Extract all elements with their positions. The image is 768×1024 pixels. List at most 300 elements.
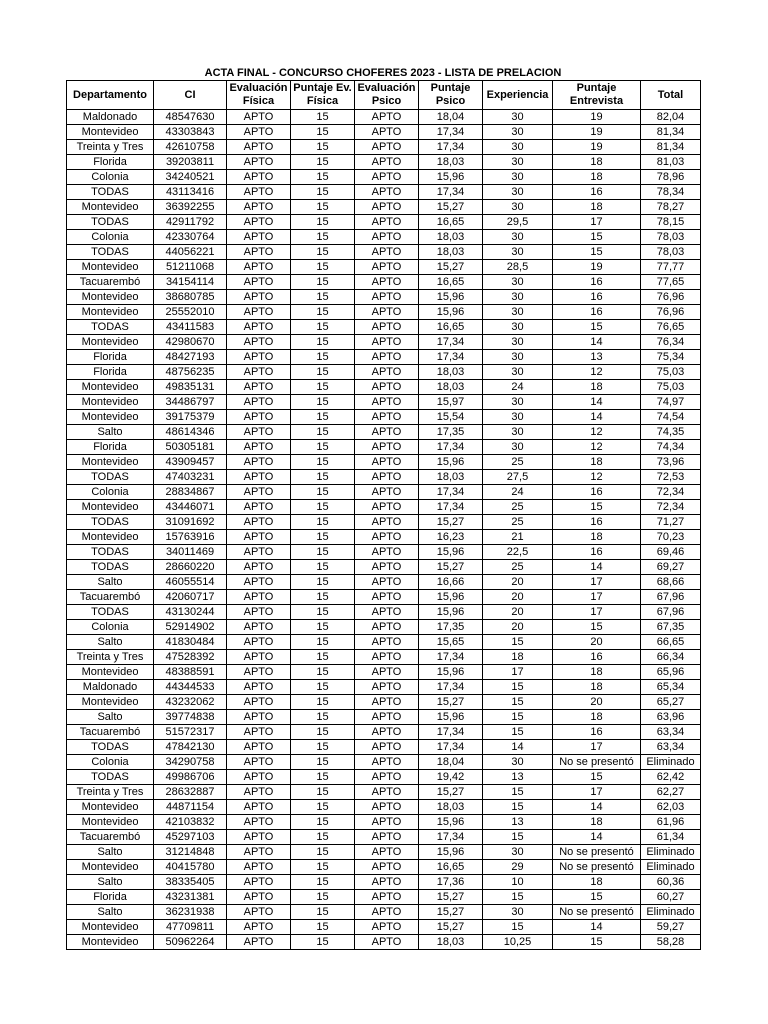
total-cell: 82,04 xyxy=(641,110,701,125)
departamento-cell: Tacuarembó xyxy=(67,725,154,740)
departamento-cell: Florida xyxy=(67,365,154,380)
departamento-cell: Montevideo xyxy=(67,260,154,275)
table-row xyxy=(67,470,701,485)
puntaje-psico-cell: 17,34 xyxy=(419,485,483,500)
evaluacion-fisica-cell: APTO xyxy=(227,260,291,275)
evaluacion-fisica-cell: APTO xyxy=(227,305,291,320)
experiencia-cell: 15 xyxy=(483,800,553,815)
ci-cell: 43130244 xyxy=(154,605,227,620)
ci-cell: 42103832 xyxy=(154,815,227,830)
evaluacion-fisica-cell: APTO xyxy=(227,110,291,125)
ci-cell: 46055514 xyxy=(154,575,227,590)
experiencia-cell: 30 xyxy=(483,245,553,260)
departamento-cell: Florida xyxy=(67,350,154,365)
evaluacion-psico-cell: APTO xyxy=(355,515,419,530)
table-row xyxy=(67,770,701,785)
puntaje-entrevista-cell: 15 xyxy=(553,770,641,785)
evaluacion-fisica-cell: APTO xyxy=(227,830,291,845)
departamento-cell: Montevideo xyxy=(67,290,154,305)
puntaje-ev-fisica-cell: 15 xyxy=(291,755,355,770)
experiencia-cell: 17 xyxy=(483,665,553,680)
experiencia-cell: 25 xyxy=(483,455,553,470)
puntaje-ev-fisica-cell: 15 xyxy=(291,785,355,800)
total-cell: 75,03 xyxy=(641,380,701,395)
puntaje-ev-fisica-cell: 15 xyxy=(291,665,355,680)
evaluacion-psico-cell: APTO xyxy=(355,470,419,485)
total-cell: 63,34 xyxy=(641,740,701,755)
departamento-cell: TODAS xyxy=(67,770,154,785)
evaluacion-fisica-cell: APTO xyxy=(227,560,291,575)
evaluacion-psico-cell: APTO xyxy=(355,725,419,740)
experiencia-cell: 30 xyxy=(483,275,553,290)
evaluacion-psico-cell: APTO xyxy=(355,875,419,890)
evaluacion-psico-cell: APTO xyxy=(355,305,419,320)
evaluacion-psico-cell: APTO xyxy=(355,380,419,395)
table-row xyxy=(67,590,701,605)
evaluacion-psico-cell: APTO xyxy=(355,620,419,635)
ci-cell: 48547630 xyxy=(154,110,227,125)
experiencia-cell: 29,5 xyxy=(483,215,553,230)
puntaje-ev-fisica-cell: 15 xyxy=(291,320,355,335)
table-row xyxy=(67,440,701,455)
experiencia-cell: 30 xyxy=(483,305,553,320)
departamento-cell: Montevideo xyxy=(67,305,154,320)
puntaje-ev-fisica-cell: 15 xyxy=(291,290,355,305)
departamento-cell: Montevideo xyxy=(67,920,154,935)
puntaje-ev-fisica-cell: 15 xyxy=(291,365,355,380)
departamento-cell: Salto xyxy=(67,845,154,860)
evaluacion-fisica-cell: APTO xyxy=(227,755,291,770)
departamento-cell: TODAS xyxy=(67,320,154,335)
experiencia-cell: 30 xyxy=(483,845,553,860)
total-cell: 67,96 xyxy=(641,590,701,605)
puntaje-ev-fisica-cell: 15 xyxy=(291,470,355,485)
ci-cell: 39175379 xyxy=(154,410,227,425)
table-row xyxy=(67,830,701,845)
puntaje-psico-cell: 15,27 xyxy=(419,905,483,920)
puntaje-entrevista-cell: 15 xyxy=(553,890,641,905)
departamento-cell: Colonia xyxy=(67,755,154,770)
table-row xyxy=(67,305,701,320)
evaluacion-psico-cell: APTO xyxy=(355,140,419,155)
puntaje-psico-cell: 17,34 xyxy=(419,440,483,455)
puntaje-entrevista-cell: 12 xyxy=(553,440,641,455)
puntaje-ev-fisica-cell: 15 xyxy=(291,830,355,845)
table-row xyxy=(67,335,701,350)
table-row xyxy=(67,725,701,740)
table-row xyxy=(67,260,701,275)
puntaje-ev-fisica-cell: 15 xyxy=(291,620,355,635)
ci-cell: 43303843 xyxy=(154,125,227,140)
total-cell: 65,34 xyxy=(641,680,701,695)
departamento-cell: Tacuarembó xyxy=(67,830,154,845)
experiencia-cell: 30 xyxy=(483,755,553,770)
evaluacion-fisica-cell: APTO xyxy=(227,320,291,335)
evaluacion-psico-cell: APTO xyxy=(355,125,419,140)
departamento-cell: Montevideo xyxy=(67,380,154,395)
puntaje-psico-cell: 15,96 xyxy=(419,590,483,605)
departamento-cell: Treinta y Tres xyxy=(67,650,154,665)
experiencia-cell: 14 xyxy=(483,740,553,755)
departamento-cell: Salto xyxy=(67,635,154,650)
puntaje-psico-cell: 17,34 xyxy=(419,500,483,515)
experiencia-cell: 30 xyxy=(483,185,553,200)
departamento-cell: Maldonado xyxy=(67,680,154,695)
departamento-cell: Colonia xyxy=(67,230,154,245)
puntaje-psico-cell: 16,65 xyxy=(419,860,483,875)
evaluacion-psico-cell: APTO xyxy=(355,905,419,920)
puntaje-entrevista-cell: 16 xyxy=(553,305,641,320)
evaluacion-psico-cell: APTO xyxy=(355,500,419,515)
puntaje-psico-cell: 16,23 xyxy=(419,530,483,545)
departamento-cell: Montevideo xyxy=(67,530,154,545)
total-cell: 69,46 xyxy=(641,545,701,560)
puntaje-psico-cell: 16,65 xyxy=(419,275,483,290)
table-row xyxy=(67,350,701,365)
evaluacion-psico-cell: APTO xyxy=(355,710,419,725)
departamento-cell: TODAS xyxy=(67,560,154,575)
total-cell: 76,96 xyxy=(641,290,701,305)
ci-cell: 47528392 xyxy=(154,650,227,665)
evaluacion-psico-cell: APTO xyxy=(355,665,419,680)
experiencia-cell: 27,5 xyxy=(483,470,553,485)
puntaje-entrevista-cell: 14 xyxy=(553,335,641,350)
departamento-cell: Colonia xyxy=(67,485,154,500)
puntaje-ev-fisica-cell: 15 xyxy=(291,590,355,605)
evaluacion-fisica-cell: APTO xyxy=(227,410,291,425)
total-cell: 66,34 xyxy=(641,650,701,665)
ci-cell: 47842130 xyxy=(154,740,227,755)
table-row xyxy=(67,845,701,860)
evaluacion-psico-cell: APTO xyxy=(355,335,419,350)
table-row xyxy=(67,515,701,530)
ci-cell: 28660220 xyxy=(154,560,227,575)
table-row xyxy=(67,500,701,515)
experiencia-cell: 25 xyxy=(483,500,553,515)
puntaje-entrevista-cell: 12 xyxy=(553,365,641,380)
evaluacion-psico-cell: APTO xyxy=(355,770,419,785)
evaluacion-fisica-cell: APTO xyxy=(227,395,291,410)
total-cell: 60,27 xyxy=(641,890,701,905)
puntaje-ev-fisica-cell: 15 xyxy=(291,680,355,695)
puntaje-entrevista-cell: 14 xyxy=(553,830,641,845)
puntaje-psico-cell: 15,27 xyxy=(419,785,483,800)
evaluacion-fisica-cell: APTO xyxy=(227,665,291,680)
evaluacion-fisica-cell: APTO xyxy=(227,215,291,230)
ci-cell: 15763916 xyxy=(154,530,227,545)
puntaje-psico-cell: 17,34 xyxy=(419,740,483,755)
ci-cell: 50305181 xyxy=(154,440,227,455)
table-row xyxy=(67,665,701,680)
ci-cell: 38335405 xyxy=(154,875,227,890)
header-evaluacion-fisica: Evaluación Física xyxy=(227,81,291,110)
puntaje-ev-fisica-cell: 15 xyxy=(291,170,355,185)
ci-cell: 48614346 xyxy=(154,425,227,440)
puntaje-psico-cell: 18,03 xyxy=(419,935,483,950)
experiencia-cell: 13 xyxy=(483,815,553,830)
puntaje-psico-cell: 17,34 xyxy=(419,335,483,350)
puntaje-ev-fisica-cell: 15 xyxy=(291,650,355,665)
puntaje-psico-cell: 15,27 xyxy=(419,695,483,710)
evaluacion-fisica-cell: APTO xyxy=(227,605,291,620)
puntaje-entrevista-cell: 18 xyxy=(553,665,641,680)
puntaje-psico-cell: 17,34 xyxy=(419,830,483,845)
total-cell: 78,15 xyxy=(641,215,701,230)
experiencia-cell: 30 xyxy=(483,425,553,440)
puntaje-entrevista-cell: 16 xyxy=(553,485,641,500)
puntaje-entrevista-cell: 18 xyxy=(553,380,641,395)
table-row xyxy=(67,155,701,170)
total-cell: 77,77 xyxy=(641,260,701,275)
evaluacion-psico-cell: APTO xyxy=(355,695,419,710)
puntaje-ev-fisica-cell: 15 xyxy=(291,230,355,245)
evaluacion-psico-cell: APTO xyxy=(355,395,419,410)
evaluacion-fisica-cell: APTO xyxy=(227,920,291,935)
experiencia-cell: 15 xyxy=(483,785,553,800)
puntaje-ev-fisica-cell: 15 xyxy=(291,485,355,500)
total-cell: 76,34 xyxy=(641,335,701,350)
puntaje-ev-fisica-cell: 15 xyxy=(291,410,355,425)
puntaje-psico-cell: 17,34 xyxy=(419,725,483,740)
evaluacion-fisica-cell: APTO xyxy=(227,725,291,740)
ci-cell: 28632887 xyxy=(154,785,227,800)
table-row xyxy=(67,800,701,815)
puntaje-entrevista-cell: 17 xyxy=(553,785,641,800)
experiencia-cell: 10 xyxy=(483,875,553,890)
total-cell: 78,27 xyxy=(641,200,701,215)
table-row xyxy=(67,605,701,620)
puntaje-entrevista-cell: 15 xyxy=(553,500,641,515)
total-cell: 62,03 xyxy=(641,800,701,815)
departamento-cell: Montevideo xyxy=(67,665,154,680)
ci-cell: 48427193 xyxy=(154,350,227,365)
puntaje-ev-fisica-cell: 15 xyxy=(291,545,355,560)
table-row xyxy=(67,275,701,290)
table-row xyxy=(67,575,701,590)
experiencia-cell: 30 xyxy=(483,410,553,425)
total-cell: 63,96 xyxy=(641,710,701,725)
evaluacion-fisica-cell: APTO xyxy=(227,905,291,920)
puntaje-ev-fisica-cell: 15 xyxy=(291,215,355,230)
evaluacion-psico-cell: APTO xyxy=(355,320,419,335)
departamento-cell: Montevideo xyxy=(67,125,154,140)
puntaje-psico-cell: 18,03 xyxy=(419,155,483,170)
puntaje-entrevista-cell: 14 xyxy=(553,395,641,410)
puntaje-entrevista-cell: 16 xyxy=(553,515,641,530)
puntaje-entrevista-cell: 20 xyxy=(553,635,641,650)
puntaje-entrevista-cell: 19 xyxy=(553,125,641,140)
table-row xyxy=(67,545,701,560)
puntaje-psico-cell: 18,03 xyxy=(419,230,483,245)
puntaje-entrevista-cell: 15 xyxy=(553,935,641,950)
total-cell: 78,96 xyxy=(641,170,701,185)
experiencia-cell: 29 xyxy=(483,860,553,875)
puntaje-ev-fisica-cell: 15 xyxy=(291,800,355,815)
table-row xyxy=(67,230,701,245)
experiencia-cell: 15 xyxy=(483,635,553,650)
experiencia-cell: 20 xyxy=(483,575,553,590)
table-row xyxy=(67,755,701,770)
puntaje-psico-cell: 16,65 xyxy=(419,320,483,335)
puntaje-ev-fisica-cell: 15 xyxy=(291,890,355,905)
evaluacion-fisica-cell: APTO xyxy=(227,845,291,860)
puntaje-ev-fisica-cell: 15 xyxy=(291,440,355,455)
puntaje-ev-fisica-cell: 15 xyxy=(291,395,355,410)
evaluacion-psico-cell: APTO xyxy=(355,455,419,470)
table-row xyxy=(67,395,701,410)
evaluacion-fisica-cell: APTO xyxy=(227,425,291,440)
evaluacion-psico-cell: APTO xyxy=(355,815,419,830)
ci-cell: 34290758 xyxy=(154,755,227,770)
evaluacion-psico-cell: APTO xyxy=(355,155,419,170)
puntaje-ev-fisica-cell: 15 xyxy=(291,695,355,710)
puntaje-psico-cell: 15,27 xyxy=(419,515,483,530)
departamento-cell: Montevideo xyxy=(67,935,154,950)
puntaje-entrevista-cell: 16 xyxy=(553,185,641,200)
puntaje-entrevista-cell: 12 xyxy=(553,425,641,440)
total-cell: 75,03 xyxy=(641,365,701,380)
evaluacion-psico-cell: APTO xyxy=(355,350,419,365)
evaluacion-psico-cell: APTO xyxy=(355,755,419,770)
prelacion-table xyxy=(66,80,701,950)
puntaje-psico-cell: 15,96 xyxy=(419,815,483,830)
total-cell: 62,27 xyxy=(641,785,701,800)
total-cell: 78,03 xyxy=(641,230,701,245)
experiencia-cell: 30 xyxy=(483,125,553,140)
table-row xyxy=(67,875,701,890)
ci-cell: 52914902 xyxy=(154,620,227,635)
puntaje-entrevista-cell: No se presentó xyxy=(553,905,641,920)
departamento-cell: Salto xyxy=(67,710,154,725)
evaluacion-psico-cell: APTO xyxy=(355,830,419,845)
evaluacion-psico-cell: APTO xyxy=(355,860,419,875)
ci-cell: 38680785 xyxy=(154,290,227,305)
puntaje-ev-fisica-cell: 15 xyxy=(291,125,355,140)
total-cell: 78,03 xyxy=(641,245,701,260)
table-row xyxy=(67,530,701,545)
evaluacion-fisica-cell: APTO xyxy=(227,800,291,815)
ci-cell: 47709811 xyxy=(154,920,227,935)
total-cell: 72,53 xyxy=(641,470,701,485)
evaluacion-fisica-cell: APTO xyxy=(227,785,291,800)
evaluacion-psico-cell: APTO xyxy=(355,920,419,935)
total-cell: 61,96 xyxy=(641,815,701,830)
departamento-cell: Montevideo xyxy=(67,815,154,830)
puntaje-ev-fisica-cell: 15 xyxy=(291,740,355,755)
puntaje-entrevista-cell: 19 xyxy=(553,260,641,275)
evaluacion-psico-cell: APTO xyxy=(355,440,419,455)
table-row xyxy=(67,560,701,575)
experiencia-cell: 24 xyxy=(483,380,553,395)
departamento-cell: TODAS xyxy=(67,545,154,560)
puntaje-psico-cell: 18,03 xyxy=(419,365,483,380)
header-total: Total xyxy=(641,81,701,110)
ci-cell: 42911792 xyxy=(154,215,227,230)
header-puntaje-ev-fisica: Puntaje Ev. Física xyxy=(291,81,355,110)
header-evaluacion-psico: Evaluación Psico xyxy=(355,81,419,110)
total-cell: 70,23 xyxy=(641,530,701,545)
table-row xyxy=(67,860,701,875)
table-row xyxy=(67,650,701,665)
table-body xyxy=(67,110,701,950)
puntaje-entrevista-cell: 14 xyxy=(553,920,641,935)
experiencia-cell: 30 xyxy=(483,350,553,365)
puntaje-ev-fisica-cell: 15 xyxy=(291,605,355,620)
header-puntaje-entrevista: Puntaje Entrevista xyxy=(553,81,641,110)
evaluacion-psico-cell: APTO xyxy=(355,410,419,425)
evaluacion-fisica-cell: APTO xyxy=(227,500,291,515)
evaluacion-fisica-cell: APTO xyxy=(227,380,291,395)
puntaje-ev-fisica-cell: 15 xyxy=(291,860,355,875)
total-cell: 75,34 xyxy=(641,350,701,365)
departamento-cell: TODAS xyxy=(67,215,154,230)
table-row xyxy=(67,245,701,260)
puntaje-psico-cell: 18,03 xyxy=(419,380,483,395)
evaluacion-fisica-cell: APTO xyxy=(227,875,291,890)
puntaje-ev-fisica-cell: 15 xyxy=(291,455,355,470)
total-cell: 62,42 xyxy=(641,770,701,785)
experiencia-cell: 30 xyxy=(483,155,553,170)
experiencia-cell: 24 xyxy=(483,485,553,500)
total-cell: Eliminado xyxy=(641,755,701,770)
header-puntaje-psico: Puntaje Psico xyxy=(419,81,483,110)
ci-cell: 34011469 xyxy=(154,545,227,560)
total-cell: 76,96 xyxy=(641,305,701,320)
ci-cell: 44344533 xyxy=(154,680,227,695)
experiencia-cell: 30 xyxy=(483,395,553,410)
puntaje-ev-fisica-cell: 15 xyxy=(291,920,355,935)
evaluacion-psico-cell: APTO xyxy=(355,740,419,755)
puntaje-entrevista-cell: 15 xyxy=(553,620,641,635)
puntaje-psico-cell: 15,96 xyxy=(419,845,483,860)
puntaje-psico-cell: 15,27 xyxy=(419,920,483,935)
puntaje-entrevista-cell: 15 xyxy=(553,245,641,260)
header-row xyxy=(67,81,701,110)
ci-cell: 39774838 xyxy=(154,710,227,725)
evaluacion-fisica-cell: APTO xyxy=(227,620,291,635)
ci-cell: 31214848 xyxy=(154,845,227,860)
evaluacion-psico-cell: APTO xyxy=(355,530,419,545)
puntaje-entrevista-cell: 16 xyxy=(553,545,641,560)
total-cell: Eliminado xyxy=(641,845,701,860)
puntaje-entrevista-cell: 16 xyxy=(553,650,641,665)
evaluacion-fisica-cell: APTO xyxy=(227,590,291,605)
departamento-cell: Montevideo xyxy=(67,455,154,470)
ci-cell: 49835131 xyxy=(154,380,227,395)
puntaje-ev-fisica-cell: 15 xyxy=(291,245,355,260)
evaluacion-psico-cell: APTO xyxy=(355,290,419,305)
table-row xyxy=(67,365,701,380)
puntaje-psico-cell: 18,03 xyxy=(419,470,483,485)
departamento-cell: Treinta y Tres xyxy=(67,140,154,155)
departamento-cell: Montevideo xyxy=(67,860,154,875)
table-row xyxy=(67,815,701,830)
evaluacion-psico-cell: APTO xyxy=(355,230,419,245)
departamento-cell: Salto xyxy=(67,425,154,440)
evaluacion-psico-cell: APTO xyxy=(355,170,419,185)
puntaje-entrevista-cell: 17 xyxy=(553,215,641,230)
departamento-cell: Tacuarembó xyxy=(67,275,154,290)
ci-cell: 43113416 xyxy=(154,185,227,200)
evaluacion-fisica-cell: APTO xyxy=(227,680,291,695)
experiencia-cell: 15 xyxy=(483,680,553,695)
ci-cell: 31091692 xyxy=(154,515,227,530)
puntaje-entrevista-cell: No se presentó xyxy=(553,860,641,875)
departamento-cell: Maldonado xyxy=(67,110,154,125)
ci-cell: 34240521 xyxy=(154,170,227,185)
experiencia-cell: 15 xyxy=(483,695,553,710)
evaluacion-psico-cell: APTO xyxy=(355,245,419,260)
